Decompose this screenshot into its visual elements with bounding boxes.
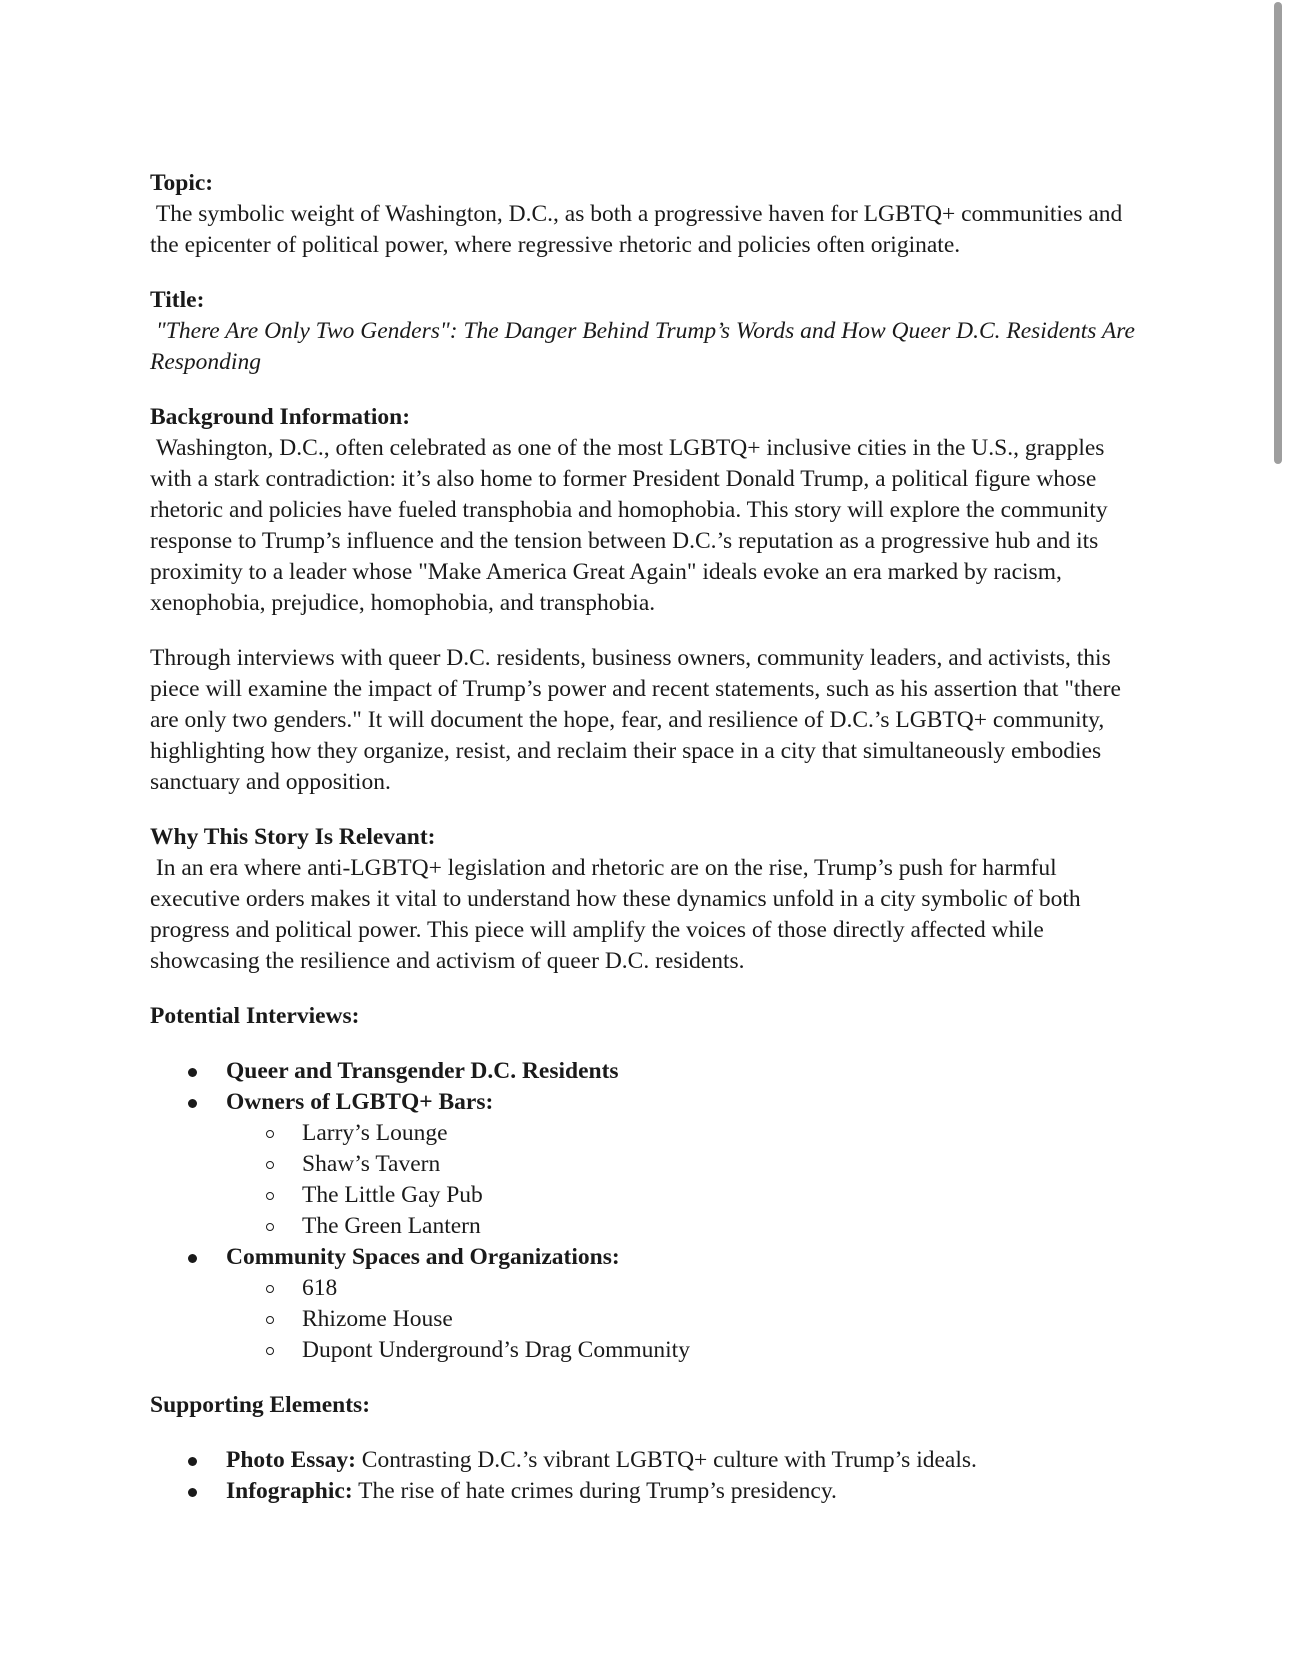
list-item [150,1087,1140,1242]
background-paragraph-1: Washington, D.C., often celebrated as one of the most LGBTQ+ inclusive cities in the U.S., grapples with a stark contradiction: it’s also home to former President Donald Trump, a political figure whose rhetoric and policies have fueled transphobia and homophobia. This story will explore the community response to Trump’s influence and the tension between D.C.’s reputation as a progressive hub and its proximity to a leader whose "Make America Great Again" ideals evoke an era marked by racism, xenophobia, prejudice, homophobia, and transphobia. [150,435,1108,616]
topic-heading: Topic: [150,170,214,196]
background-paragraph-2: Through interviews with queer D.C. residents, business owners, community leaders, and activists, this piece will examine the impact of Trump’s power and recent statements, such as his assertion that "there are only two genders." It will document the hope, fear, and resilience of D.C.’s LGBTQ+ community, highlighting how they organize, resist, and reclaim their space in a city that simultaneously embodies sanctuary and opposition. [150,645,1121,795]
bullet-icon [188,1254,197,1263]
list-item [150,1242,1140,1366]
title-text: "There Are Only Two Genders": The Danger Behind Trump’s Words and How Queer D.C. Residents Are Responding [150,318,1135,375]
bullet-icon [188,1099,197,1108]
bars-sublist [226,1118,1140,1242]
interview-item-bars: Owners of LGBTQ+ Bars: [226,1089,494,1115]
circle-bullet-icon [266,1316,274,1324]
vertical-scrollbar[interactable] [1274,2,1282,464]
background-heading: Background Information: [150,404,411,430]
supporting-list [150,1445,1140,1507]
photo-essay-label: Photo Essay: [226,1447,356,1473]
interviews-heading: Potential Interviews: [150,1003,360,1029]
circle-bullet-icon [266,1285,274,1293]
sub-list-item [226,1335,1140,1366]
bar-name: The Little Gay Pub [302,1182,483,1208]
topic-section [150,168,1140,261]
supporting-section [150,1390,1140,1507]
sub-list-item [226,1304,1140,1335]
list-item [150,1476,1140,1507]
infographic-text: The rise of hate crimes during Trump’s presidency. [358,1478,837,1504]
interview-item-residents: Queer and Transgender D.C. Residents [226,1058,619,1084]
title-heading: Title: [150,287,205,313]
relevance-heading: Why This Story Is Relevant: [150,824,436,850]
bar-name: Larry’s Lounge [302,1120,448,1146]
photo-essay-text: Contrasting D.C.’s vibrant LGBTQ+ culture with Trump’s ideals. [361,1447,977,1473]
space-name: Rhizome House [302,1306,453,1332]
title-section [150,285,1140,378]
infographic-label: Infographic: [226,1478,353,1504]
list-item [150,1056,1140,1087]
interviews-list [150,1056,1140,1366]
sub-list-item [226,1118,1140,1149]
spaces-sublist [226,1273,1140,1366]
sub-list-item [226,1211,1140,1242]
space-name: Dupont Underground’s Drag Community [302,1337,690,1363]
bullet-icon [188,1457,197,1466]
interview-item-spaces: Community Spaces and Organizations: [226,1244,620,1270]
interviews-section [150,1001,1140,1366]
circle-bullet-icon [266,1223,274,1231]
circle-bullet-icon [266,1192,274,1200]
circle-bullet-icon [266,1347,274,1355]
topic-text: The symbolic weight of Washington, D.C., as both a progressive haven for LGBTQ+ communities and the epicenter of political power, where regressive rhetoric and policies often originate. [150,201,1123,258]
document-page [150,168,1140,1531]
circle-bullet-icon [266,1161,274,1169]
list-item [150,1445,1140,1476]
background-section [150,402,1140,798]
sub-list-item [226,1180,1140,1211]
relevance-text: In an era where anti-LGBTQ+ legislation and rhetoric are on the rise, Trump’s push for harmful executive orders makes it vital to understand how these dynamics unfold in a city symbolic of both progress and political power. This piece will amplify the voices of those directly affected while showcasing the resilience and activism of queer D.C. residents. [150,855,1081,974]
circle-bullet-icon [266,1130,274,1138]
bullet-icon [188,1068,197,1077]
supporting-heading: Supporting Elements: [150,1392,371,1418]
bullet-icon [188,1488,197,1497]
bar-name: The Green Lantern [302,1213,481,1239]
relevance-section [150,822,1140,977]
sub-list-item [226,1273,1140,1304]
sub-list-item [226,1149,1140,1180]
space-name: 618 [302,1275,338,1301]
bar-name: Shaw’s Tavern [302,1151,441,1177]
